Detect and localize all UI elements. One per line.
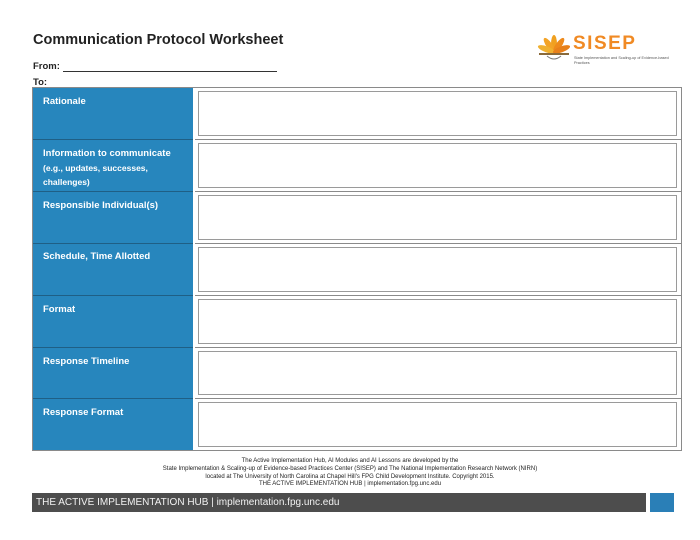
row-label-text: Responsible Individual(s) [43,200,159,211]
from-field[interactable] [33,61,60,72]
response-box[interactable] [198,351,677,395]
row-cell [195,88,681,140]
logo-tagline: State Implementation and Scaling-up of Evidence-based Practices [574,56,669,65]
row-label-text: Format [43,304,76,315]
row-cell [195,399,681,450]
row-label-subtext: (e.g., updates, successes, challenges) [43,163,148,187]
row-responsible [33,192,681,244]
row-label-text: Rationale [43,96,86,107]
row-label [33,399,193,450]
response-box[interactable] [198,143,677,188]
row-cell [195,192,681,244]
row-label-text: Response Timeline [43,356,130,367]
row-rationale [33,88,681,140]
credits-line: State Implementation & Scaling-up of Evidence-based Practices Center (SISEP) and The National Implementation Research Network (NIRN) [162,465,538,472]
row-label-text: Information to communicate [43,148,171,159]
response-box[interactable] [198,402,677,447]
logo-wordmark: SISEP [573,33,637,54]
credits [0,458,700,489]
from-label: From: [33,61,60,72]
protocol-table [32,87,682,451]
response-box[interactable] [198,299,677,344]
response-box[interactable] [198,195,677,240]
row-cell [195,348,681,399]
sisep-logo [537,32,677,70]
sisep-petals-icon [537,32,571,64]
footer-bar: THE ACTIVE IMPLEMENTATION HUB | implementation.fpg.unc.edu [32,493,646,512]
from-line[interactable] [63,71,277,72]
row-label-text: Response Format [43,407,124,418]
row-label [33,244,193,296]
row-label [33,348,193,399]
response-box[interactable] [198,91,677,136]
row-response-format [33,399,681,450]
row-cell [195,244,681,296]
row-schedule [33,244,681,296]
row-information [33,140,681,192]
row-cell [195,140,681,192]
row-label [33,88,193,140]
row-cell [195,296,681,348]
row-label-text: Schedule, Time Allotted [43,251,151,262]
row-label [33,296,193,348]
response-box[interactable] [198,247,677,292]
row-format [33,296,681,348]
row-label [33,192,193,244]
to-label: To: [33,77,48,88]
credits-line: THE ACTIVE IMPLEMENTATION HUB | implementation.fpg.unc.edu [258,481,442,488]
credits-line: The Active Implementation Hub, AI Modules and AI Lessons are developed by the [241,458,459,464]
page-title: Communication Protocol Worksheet [33,32,284,48]
credits-line: located at The University of North Carolina at Chapel Hill's FPG Child Development Institute. Copyright 2015. [205,473,495,480]
row-label [33,140,193,192]
row-response-timeline [33,348,681,399]
footer-accent [650,493,674,512]
